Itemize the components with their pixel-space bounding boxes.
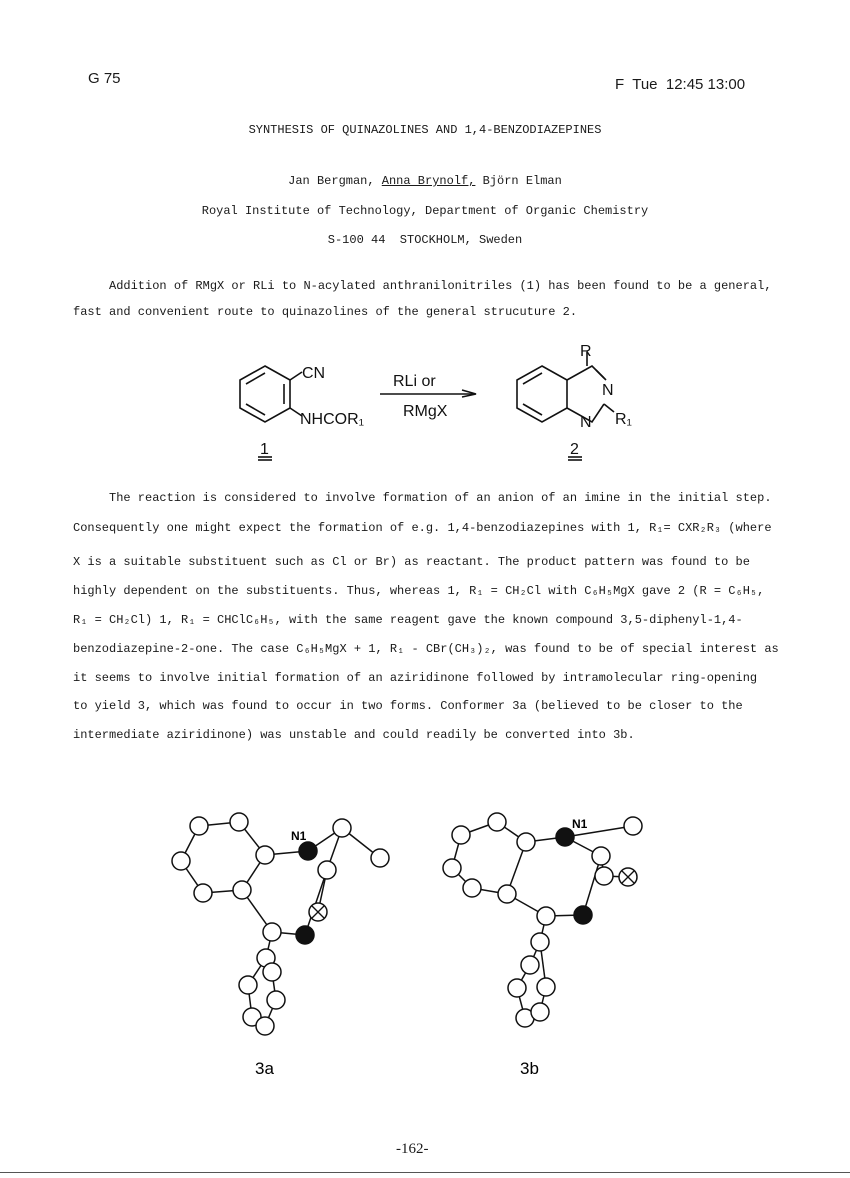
carbon-atom [172,852,190,870]
paragraph-line: highly dependent on the substituents. Thus, whereas 1, R₁ = CH₂Cl with C₆H₅MgX gave 2 (R = C₆H₅, [73,584,765,598]
carbon-atom [521,956,539,974]
author-presenting: Anna Brynolf, [381,174,476,188]
carbon-atom [488,813,506,831]
carbon-atom [263,923,281,941]
paragraph-line: The reaction is considered to involve formation of an anion of an imine in the initial step. [73,491,772,505]
carbon-atom [190,817,208,835]
carbon-atom [452,826,470,844]
paragraph-line: benzodiazepine-2-one. The case C₆H₅MgX + 1, R₁ - CBr(CH₃)₂, was found to be of special interest as [73,642,779,656]
atom-label-n1: N1 [291,829,307,843]
nhcor-group: NHCOR₁ [300,411,365,428]
author: Jan Bergman, [288,174,375,188]
molecule-3a-model [172,813,389,1035]
n-atom: N [602,382,614,399]
carbon-atom [239,976,257,994]
carbon-atom [230,813,248,831]
compound-2-label: 2 [570,441,579,458]
carbon-atom [508,979,526,997]
reagent-bottom: RMgX [403,403,448,420]
atom-label-n1: N1 [572,817,588,831]
carbon-atom [256,1017,274,1035]
carbon-atom [624,817,642,835]
compound-1-label: 1 [260,441,269,458]
page-edge-line [0,1172,850,1173]
carbon-atom [592,847,610,865]
carbon-atom [498,885,516,903]
carbon-atom [233,881,251,899]
carbon-atom [531,1003,549,1021]
figure-label-3a: 3a [255,1059,274,1078]
nitrogen-atom [574,906,592,924]
carbon-atom [463,879,481,897]
reagent-top: RLi or [393,373,436,390]
molecule-3b-model [443,813,642,1027]
carbon-atom [531,933,549,951]
n-atom: N [580,414,592,431]
header-timestamp: F Tue 12:45 13:00 [615,76,746,93]
carbon-atom [537,978,555,996]
address: S-100 44 STOCKHOLM, Sweden [327,233,523,247]
carbon-atom [263,963,281,981]
paragraph-line: X is a suitable substituent such as Cl or Br) as reactant. The product pattern was found to be [73,555,750,569]
figure-label-3b: 3b [520,1059,539,1078]
paragraph-line: it seems to involve initial formation of an aziridinone followed by intramolecular ring-opening [73,671,758,685]
carbon-atom [333,819,351,837]
paragraph-line: R₁ = CH₂Cl) 1, R₁ = CHClC₆H₅, with the same reagent gave the known compound 3,5-diphenyl-1,4- [73,613,743,627]
carbon-atom [443,859,461,877]
benzene-ring [240,366,290,422]
carbon-atom [267,991,285,1009]
paper-title: SYNTHESIS OF QUINAZOLINES AND 1,4-BENZODIAZEPINES [248,123,602,137]
paragraph-line: Addition of RMgX or RLi to N-acylated anthranilonitriles (1) has been found to be a general, [73,279,772,293]
carbon-atom [371,849,389,867]
paragraph-line: fast and convenient route to quinazolines of the general strucuture 2. [73,305,578,319]
paragraph-line: to yield 3, which was found to occur in two forms. Conformer 3a (believed to be closer to the [73,699,743,713]
cn-group: CN [302,365,326,382]
carbon-atom [517,833,535,851]
header-code: G 75 [88,70,121,87]
author: Björn Elman [482,174,562,188]
carbon-atom [318,861,336,879]
paragraph-line: Consequently one might expect the formation of e.g. 1,4-benzodiazepines with 1, R₁= CXR₂R₃ (where [73,521,772,535]
carbon-atom [537,907,555,925]
paragraph-line: intermediate aziridinone) was unstable and could readily be converted into 3b. [73,728,635,742]
r-group: R [580,343,592,360]
carbon-atom [595,867,613,885]
page-number: -162- [396,1141,429,1157]
nitrogen-atom [296,926,314,944]
affiliation: Royal Institute of Technology, Department of Organic Chemistry [201,204,649,218]
r1-group: R₁ [615,411,632,428]
nitrogen-atom [299,842,317,860]
carbon-atom [256,846,274,864]
carbon-atom [194,884,212,902]
